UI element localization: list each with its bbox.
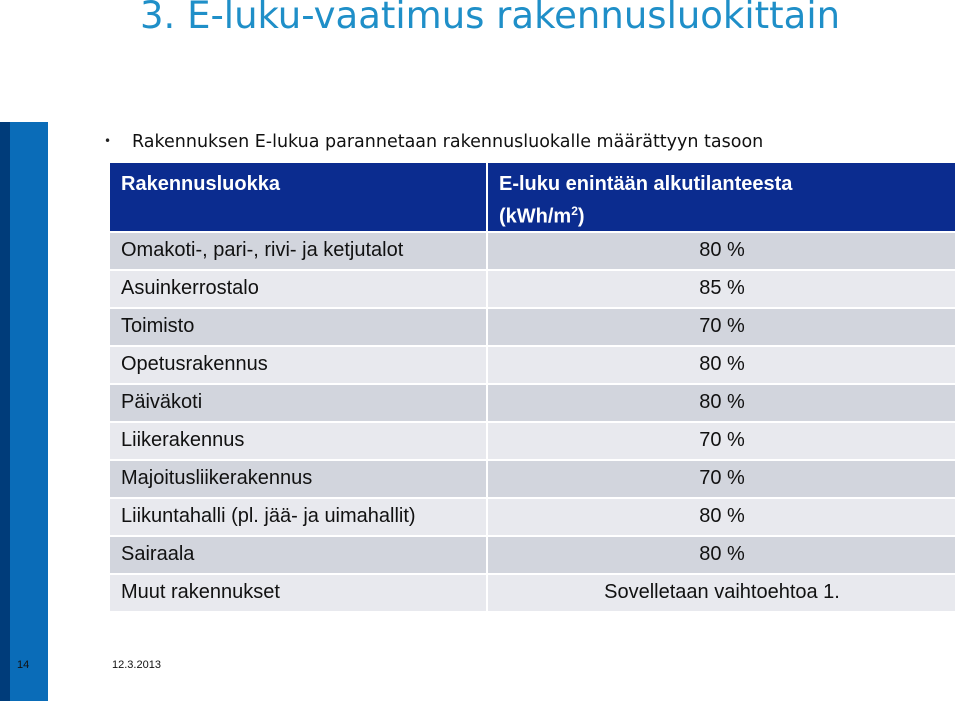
building-class-cell: Liikerakennus <box>110 422 487 460</box>
e-value-cell: 70 % <box>487 308 955 346</box>
header-e-value <box>487 163 955 232</box>
e-value-cell: 85 % <box>487 270 955 308</box>
e-value-cell: 70 % <box>487 422 955 460</box>
slide-title: 3. E-luku-vaatimus rakennusluokittain <box>140 0 841 37</box>
e-value-cell: 70 % <box>487 460 955 498</box>
e-value-cell: 80 % <box>487 346 955 384</box>
table-row <box>110 574 955 611</box>
e-value-cell: 80 % <box>487 498 955 536</box>
table-body <box>110 232 955 611</box>
side-accent-stripe <box>0 122 10 701</box>
building-class-cell: Muut rakennukset <box>110 574 487 611</box>
building-class-cell: Toimisto <box>110 308 487 346</box>
table-row <box>110 460 955 498</box>
bullet-item <box>104 132 763 152</box>
header-e-value-unit-sup: 2 <box>571 204 578 218</box>
requirements-table <box>110 163 955 611</box>
table-row <box>110 498 955 536</box>
building-class-cell: Päiväkoti <box>110 384 487 422</box>
e-value-cell: 80 % <box>487 232 955 270</box>
table-row <box>110 308 955 346</box>
building-class-cell: Liikuntahalli (pl. jää- ja uimahallit) <box>110 498 487 536</box>
building-class-cell: Opetusrakennus <box>110 346 487 384</box>
table-row <box>110 270 955 308</box>
header-e-value-line1: E-luku enintään alkutilanteesta <box>499 173 793 195</box>
table-row <box>110 536 955 574</box>
building-class-cell: Majoitusliikerakennus <box>110 460 487 498</box>
building-class-cell: Sairaala <box>110 536 487 574</box>
building-class-cell: Omakoti-, pari-, rivi- ja ketjutalot <box>110 232 487 270</box>
building-class-cell: Asuinkerrostalo <box>110 270 487 308</box>
table-row <box>110 232 955 270</box>
header-e-value-unit-post: ) <box>577 205 585 228</box>
table-header-row <box>110 163 955 232</box>
table-row <box>110 422 955 460</box>
bullet-text: Rakennuksen E-lukua parannetaan rakennusluokalle määrättyyn tasoon <box>132 132 764 152</box>
e-value-cell: 80 % <box>487 536 955 574</box>
slide-date: 12.3.2013 <box>112 659 161 671</box>
requirements-table-container <box>110 163 955 611</box>
page-number: 14 <box>17 659 30 671</box>
bullet-icon: • <box>104 134 112 148</box>
header-building-class: Rakennusluokka <box>110 163 487 232</box>
table-row <box>110 346 955 384</box>
header-e-value-unit-pre: (kWh/m <box>499 205 572 228</box>
e-value-cell: Sovelletaan vaihtoehtoa 1. <box>487 574 955 611</box>
e-value-cell: 80 % <box>487 384 955 422</box>
table-row <box>110 384 955 422</box>
